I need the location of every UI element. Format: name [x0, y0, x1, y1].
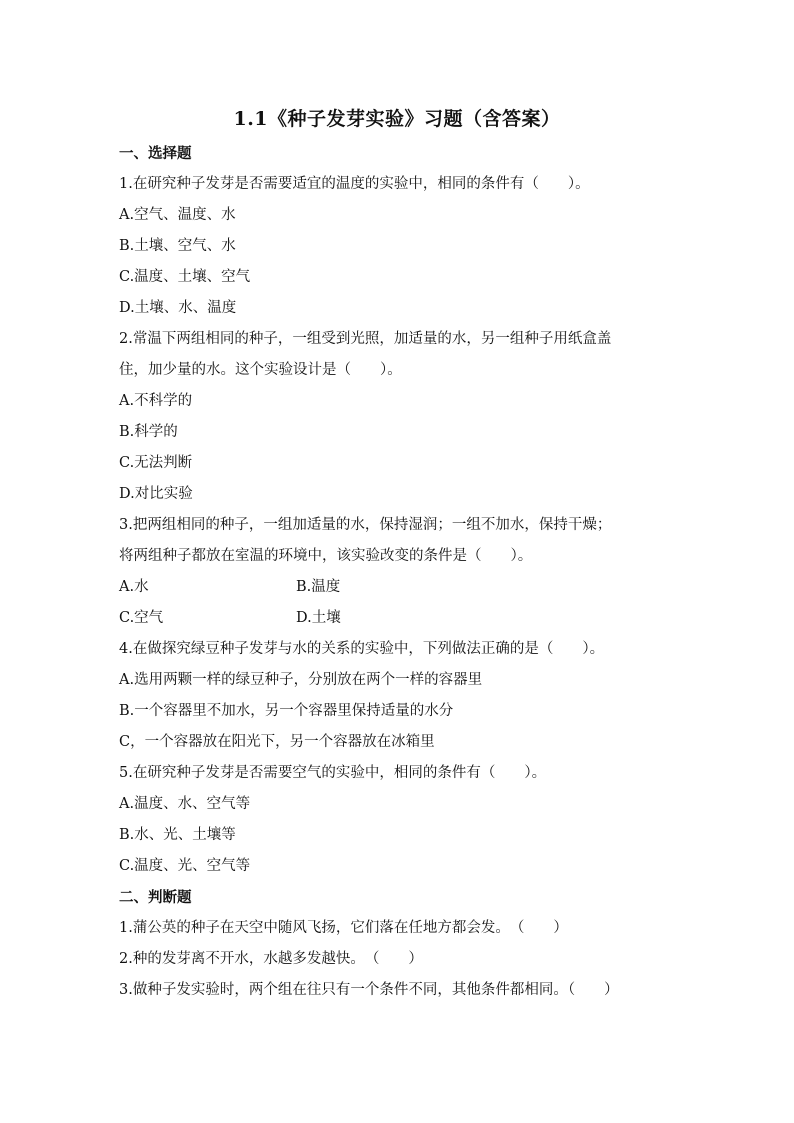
question-1-option-b: B.土壤、空气、水 [119, 238, 236, 254]
question-3-stem-line2: 将两组种子都放在室温的环境中，该实验改变的条件是（ ）。 [119, 548, 533, 564]
question-4-stem: 4.在做探究绿豆种子发芽与水的关系的实验中，下列做法正确的是（ ）。 [119, 641, 605, 657]
question-1-stem: 1.在研究种子发芽是否需要适宜的温度的实验中，相同的条件有（ ）。 [119, 176, 590, 192]
question-2-option-c: C.无法判断 [119, 455, 193, 471]
question-4-option-b: B.一个容器里不加水，另一个容器里保持适量的水分 [119, 703, 454, 719]
question-3-option-b: B.温度 [296, 579, 341, 595]
judgment-item-2: 2.种的发芽离不开水，水越多发越快。 （ ） [119, 951, 423, 967]
question-5-option-a: A.温度、水、空气等 [119, 796, 251, 812]
question-2-option-b: B.科学的 [119, 424, 178, 440]
question-3-options-row-2 [119, 603, 679, 634]
question-2-option-d: D.对比实验 [119, 486, 193, 502]
section-heading-judgment: 二、判断题 [119, 889, 192, 906]
judgment-item-3: 3.做种子发实验时，两个组在往只有一个条件不同，其他条件都相同。（ ） [119, 982, 619, 998]
question-3-option-a: A.水 [119, 579, 149, 595]
question-1-option-a: A.空气、温度、水 [119, 207, 236, 223]
question-3-stem-line1: 3.把两组相同的种子，一组加适量的水，保持湿润；一组不加水，保持干燥； [119, 517, 612, 533]
document-body [119, 138, 679, 1006]
question-2-stem-line2: 住，加少量的水。这个实验设计是（ ）。 [119, 362, 402, 378]
question-4-option-c: C，一个容器放在阳光下，另一个容器放在冰箱里 [119, 734, 435, 750]
question-3-options-row-1 [119, 572, 679, 603]
question-3-option-c: C.空气 [119, 610, 164, 626]
question-5-option-c: C.温度、光、空气等 [119, 858, 251, 874]
question-5-stem: 5.在研究种子发芽是否需要空气的实验中，相同的条件有（ ）。 [119, 765, 547, 781]
question-2-stem-line1: 2.常温下两组相同的种子，一组受到光照，加适量的水，另一组种子用纸盒盖 [119, 331, 612, 347]
document-title: 1.1《种子发芽实验》习题（含答案） [233, 108, 561, 130]
question-4-option-a: A.选用两颗一样的绿豆种子，分别放在两个一样的容器里 [119, 672, 483, 688]
judgment-item-1: 1.蒲公英的种子在天空中随风飞扬，它们落在任地方都会发。 （ ） [119, 920, 568, 936]
question-2-option-a: A.不科学的 [119, 393, 193, 409]
question-3-option-d: D.土壤 [296, 610, 341, 626]
question-5-option-b: B.水、光、土壤等 [119, 827, 236, 843]
section-heading-choice: 一、选择题 [119, 145, 192, 162]
question-1-option-d: D.土壤、水、温度 [119, 300, 237, 316]
question-1-option-c: C.温度、土壤、空气 [119, 269, 251, 285]
